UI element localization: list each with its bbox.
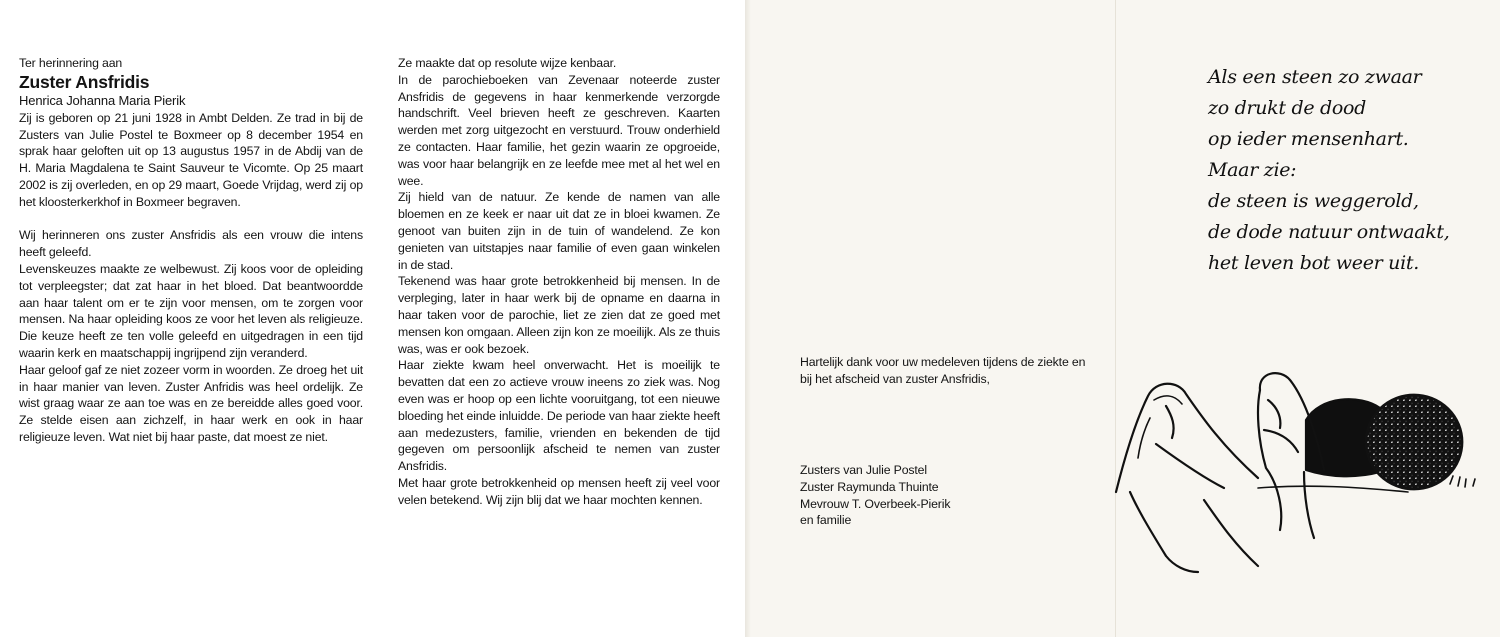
poem-line: Maar zie:: [1208, 159, 1297, 181]
woman-left: [1116, 384, 1258, 572]
obituary-column-1: [19, 55, 363, 446]
paragraph: Levenskeuzes maakte ze welbewust. Zij koos voor de opleiding tot verpleegster; dat zat haar in het bloed. Dat beantwoordde aan haar talent om er te zijn voor mensen, om te zorgen voor mensen. Na haar opleiding koos ze voor het leven als religieuze. Die keuze heeft ze ten volle geleefd en uitgedragen in een tijd waarin kerk en maatschappij ingrijpend zijn veranderd.: [19, 261, 363, 360]
signer: en familie: [800, 513, 852, 528]
fold-shadow: [745, 0, 751, 637]
paragraph: Zij hield van de natuur. Ze kende de namen van alle bloemen en ze keek er naar uit dat ze in bloei kwamen. Ze genoot van buiten zijn in de tuin of wandelend. Ze kon genieten van uitstapjes naar familie of even gaan winkelen in de stad.: [398, 190, 720, 272]
deceased-name: Zuster Ansfridis: [19, 71, 150, 92]
poem: [1208, 62, 1468, 279]
signer: Zusters van Julie Postel: [800, 463, 927, 477]
poem-line: Als een steen zo zwaar: [1208, 66, 1422, 88]
paragraph: Haar geloof gaf ze niet zozeer vorm in woorden. Ze droeg het uit in haar manier van leven. Zuster Anfridis was heel ordelijk. Ze wist graag waar ze aan toe was en ze bereidde alles goed voor. Ze stelde eisen aan zichzelf, in haar werk en ook in haar religieuze leven. Wat niet bij haar paste, dat moest ze niet.: [19, 362, 363, 444]
paragraph: Tekenend was haar grote betrokkenheid bij mensen. In de verpleging, later in haar werk bij de opname en daarna in haar taken voor de parochie, liet ze zien dat ze goed met mensen kon omgaan. Alleen zijn kon ze moeilijk. Als ze thuis was, was er ook bezoek.: [398, 274, 720, 356]
obituary-column-2: [398, 55, 720, 509]
intro-text: Ter herinnering aan: [19, 56, 123, 70]
paragraph: In de parochieboeken van Zevenaar noteerde zuster Ansfridis de gegevens in haar kenmerkende verzorgde handschrift. Veel brieven heeft ze geschreven. Kaarten werden met zorg uitgezocht en verstuurd. Trouw onderhield ze contacten. Haar familie, het gezin waarin ze opgroeide, was voor haar belangrijk en ze leefde mee met al het wel en wee.: [398, 72, 720, 188]
stone: [1366, 395, 1462, 489]
ground-line: [1258, 486, 1408, 492]
poem-line: het leven bot weer uit.: [1208, 252, 1419, 274]
poem-line: zo drukt de dood: [1208, 97, 1367, 119]
paragraph: Haar ziekte kwam heel onverwacht. Het is moeilijk te bevatten dat een zo actieve vrouw ineens zo ziek was. Nog even was er hoop op een lichte vooruitgang, tot een nieuwe bloeding het einde inluidde. De periode van haar ziekte heeft aan medezusters, familie, vrienden en bekenden de tijd gegeven om persoonlijk afscheid te nemen van zuster Ansfridis.: [398, 358, 720, 474]
paragraph: Met haar grote betrokkenheid op mensen heeft zij veel voor velen betekend. Wij zijn blij dat we haar mochten kennen.: [398, 475, 720, 507]
signers-list: [800, 462, 1100, 529]
paragraph: Ze maakte dat op resolute wijze kenbaar.: [398, 56, 617, 70]
grass: [1450, 476, 1475, 487]
thank-you-note: [800, 354, 1100, 388]
poem-line: de steen is weggerold,: [1208, 190, 1419, 212]
card-inner-left-panel: [0, 0, 745, 637]
two-women-by-rolled-stone-illustration: [1108, 360, 1498, 590]
paragraph: Wij herinneren ons zuster Ansfridis als een vrouw die intens heeft geleefd.: [19, 228, 363, 260]
signer: Mevrouw T. Overbeek-Pierik: [800, 496, 951, 511]
poem-line: op ieder mensenhart.: [1208, 128, 1409, 150]
deceased-full-name: Henrica Johanna Maria Pierik: [19, 92, 186, 108]
signer: Zuster Raymunda Thuinte: [800, 479, 939, 494]
poem-line: de dode natuur ontwaakt,: [1208, 221, 1450, 243]
thank-you-text: Hartelijk dank voor uw medeleven tijdens de ziekte en bij het afscheid van zuster Ansfridis,: [800, 355, 1086, 386]
paragraph: Zij is geboren op 21 juni 1928 in Ambt Delden. Ze trad in bij de Zusters van Julie Postel te Boxmeer op 8 december 1954 en sprak haar geloften uit op 13 augustus 1957 in de Abdij van de H. Maria Magdalena te Saint Sauveur te Vicomte. Op 25 maart 2002 is zij overleden, en op 29 maart, Goede Vrijdag, werd zij op het kloosterkerkhof in Boxmeer begraven.: [19, 110, 363, 209]
